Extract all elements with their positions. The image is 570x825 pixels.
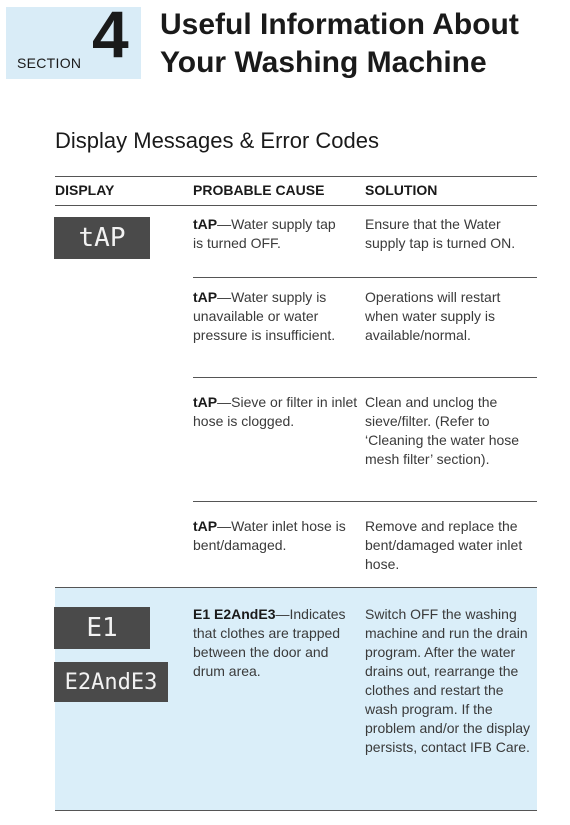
display-e2ande3 <box>54 662 168 702</box>
section-subtitle: Display Messages & Error Codes <box>55 128 380 153</box>
display-tap <box>54 217 150 259</box>
section-label: SECTION <box>17 55 82 71</box>
cause-text: —Water supply is unavailable or water pressure is insufficient. <box>193 289 336 343</box>
column-header-cause: PROBABLE CAUSE <box>193 182 325 198</box>
table-row-cause <box>193 393 358 431</box>
section-badge <box>6 0 141 79</box>
section-number: 4 <box>92 0 129 71</box>
table-row-cause <box>193 605 358 681</box>
cause-text: —Water supply tap is turned OFF. <box>193 216 336 251</box>
page-title: Useful Information About Your Washing Machine <box>160 8 519 79</box>
error-code: tAP <box>193 518 218 534</box>
error-code: tAP <box>193 394 218 410</box>
table-row-solution: Remove and replace the bent/damaged water inlet hose. <box>365 518 523 572</box>
table-bottom-rule <box>55 810 537 811</box>
column-header-solution: SOLUTION <box>365 182 438 198</box>
row-divider <box>193 501 537 502</box>
table-row-cause <box>193 288 358 345</box>
column-header-display: DISPLAY <box>55 182 115 198</box>
error-code: E1 E2AndE3 <box>193 606 276 622</box>
table-top-rule <box>55 176 537 177</box>
cause-text: —Water inlet hose is bent/damaged. <box>193 518 346 553</box>
header-rule <box>55 205 537 206</box>
display-e1-text: E1 <box>86 613 118 643</box>
cause-text: —Indicates that clothes are trapped between the door and drum area. <box>193 606 346 679</box>
display-e1 <box>54 607 150 649</box>
row-divider <box>193 377 537 378</box>
table-row-solution: Clean and unclog the sieve/filter. (Refer to ‘Cleaning the water hose mesh filter’ section). <box>365 394 520 467</box>
table-row-solution: Operations will restart when water supply is available/normal. <box>365 289 501 343</box>
cause-text: —Sieve or filter in inlet hose is clogged. <box>193 394 358 429</box>
display-tap-text: tAP <box>78 223 126 253</box>
row-divider <box>193 277 537 278</box>
display-e2ande3-text: E2AndE3 <box>64 669 158 695</box>
table-row-solution: Switch OFF the washing machine and run the drain program. After the water drains out, rearrange the clothes and restart the wash program. If the problem and/or the display persists, contact IFB Care. <box>365 606 530 755</box>
table-row-cause <box>193 517 358 555</box>
table-row-solution: Ensure that the Water supply tap is turned ON. <box>365 216 516 251</box>
error-code: tAP <box>193 216 218 232</box>
error-code: tAP <box>193 289 218 305</box>
table-row-cause <box>193 215 343 253</box>
